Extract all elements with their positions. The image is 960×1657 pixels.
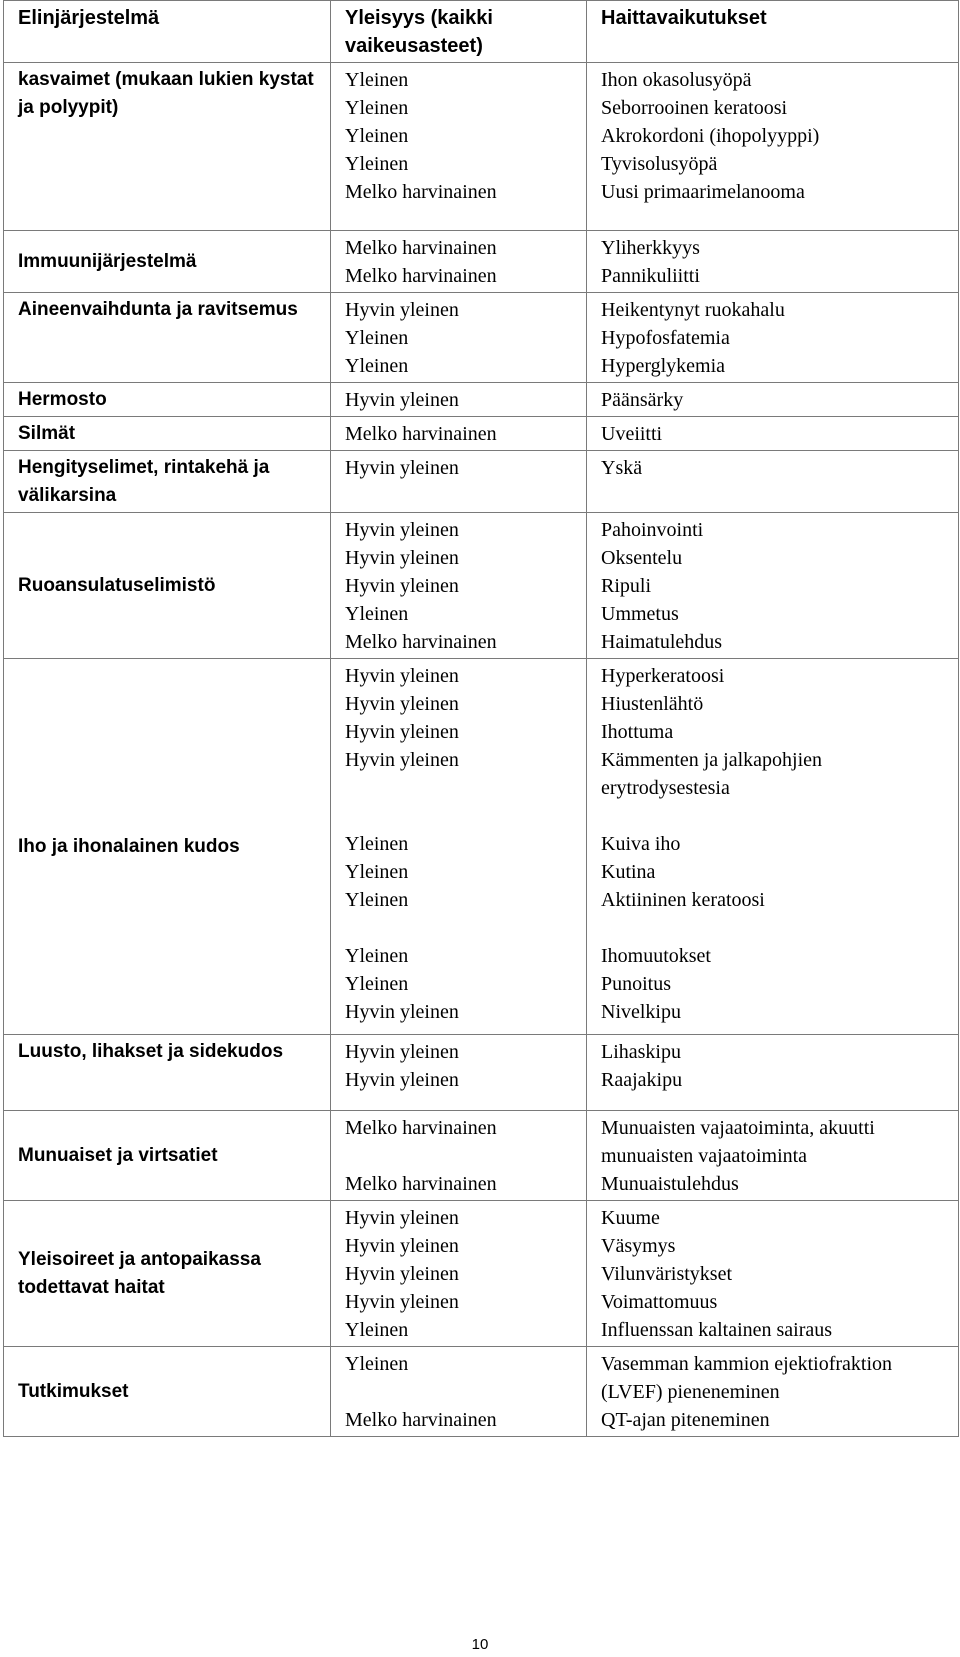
header-organ: Elinjärjestelmä [4,1,331,63]
adverse-effect: Kuiva iho [601,833,681,855]
adverse-effect: Lihaskipu [601,1041,681,1063]
table-row [4,1111,959,1201]
frequency-cell [331,293,587,383]
organ-system-cell: kasvaimet (mukaan lukien kystat ja polyypit) [4,63,331,231]
frequency-value: Hyvin yleinen [345,665,459,687]
adverse-effect: QT-ajan piteneminen [601,1409,770,1431]
organ-system-cell: Iho ja ihonalainen kudos [4,659,331,1035]
frequency-value: Melko harvinainen [345,631,497,653]
frequency-value: Hyvin yleinen [345,1235,459,1257]
adverse-effect: Ihomuutokset [601,945,711,967]
adverse-effect: Uveiitti [601,423,663,445]
header-effects: Haittavaikutukset [587,1,959,63]
organ-system-cell: Aineenvaihdunta ja ravitsemus [4,293,331,383]
table-row [4,383,959,417]
table-row [4,513,959,659]
frequency-value: Yleinen [345,97,409,119]
table-row [4,417,959,451]
table-row [4,451,959,513]
frequency-cell [331,1201,587,1347]
adverse-effect: Päänsärky [601,389,684,411]
table-header-row [4,1,959,63]
organ-system-cell: Hermosto [4,383,331,417]
frequency-value: Yleinen [345,889,409,911]
adverse-effects-table [3,0,959,1437]
effects-cell [587,63,959,231]
adverse-effect: Hiustenlähtö [601,693,704,715]
adverse-effect: Heikentynyt ruokahalu [601,299,785,321]
adverse-effect: Yskä [601,457,643,479]
adverse-effect: Vilunväristykset [601,1263,733,1285]
frequency-value: Hyvin yleinen [345,693,459,715]
frequency-value: Melko harvinainen [345,1117,497,1139]
frequency-value: Hyvin yleinen [345,389,459,411]
frequency-value: Hyvin yleinen [345,1291,459,1313]
frequency-value: Melko harvinainen [345,265,497,287]
adverse-effect: Seborrooinen keratoosi [601,97,788,119]
table-body [4,1,959,1437]
organ-system-cell: Yleisoireet ja antopaikassa todettavat haitat [4,1201,331,1347]
table-row [4,63,959,231]
frequency-cell [331,63,587,231]
frequency-value: Melko harvinainen [345,1409,497,1431]
adverse-effect: Raajakipu [601,1069,683,1091]
adverse-effect: Väsymys [601,1235,676,1257]
adverse-effect: Pahoinvointi [601,519,704,541]
adverse-effect: Oksentelu [601,547,683,569]
frequency-value: Melko harvinainen [345,423,497,445]
frequency-value: Melko harvinainen [345,1173,497,1195]
adverse-effect: Voimattomuus [601,1291,718,1313]
frequency-value: Hyvin yleinen [345,457,459,479]
adverse-effect: Hyperkeratoosi [601,665,725,687]
page-number: 10 [471,1636,489,1653]
organ-system-cell: Luusto, lihakset ja sidekudos [4,1035,331,1111]
adverse-effect: Ripuli [601,575,652,597]
effects-cell [587,1035,959,1111]
header-frequency: Yleisyys (kaikki vaikeusasteet) [331,1,587,63]
organ-system-cell: Tutkimukset [4,1347,331,1437]
frequency-value: Yleinen [345,69,409,91]
adverse-effect: Hyperglykemia [601,355,726,377]
adverse-effect: Punoitus [601,973,672,995]
organ-system-cell: Immuunijärjestelmä [4,231,331,293]
adverse-effect: Tyvisolusyöpä [601,153,718,175]
frequency-value: Yleinen [345,355,409,377]
frequency-cell [331,1111,587,1201]
frequency-value: Hyvin yleinen [345,1001,459,1023]
adverse-effect: Uusi primaarimelanooma [601,181,805,203]
frequency-value: Yleinen [345,1353,409,1375]
table-row [4,1201,959,1347]
adverse-effect: Influenssan kaltainen sairaus [601,1319,833,1341]
frequency-value: Yleinen [345,125,409,147]
adverse-effect: Kuume [601,1207,660,1229]
frequency-cell [331,417,587,451]
adverse-effect: Nivelkipu [601,1001,681,1023]
frequency-value: Yleinen [345,833,409,855]
frequency-value: Melko harvinainen [345,181,497,203]
organ-system-cell: Silmät [4,417,331,451]
frequency-cell [331,383,587,417]
effects-cell [587,1111,959,1201]
organ-system-cell: Munuaiset ja virtsatiet [4,1111,331,1201]
frequency-value: Hyvin yleinen [345,299,459,321]
adverse-effect: Akrokordoni (ihopolyyppi) [601,125,820,147]
frequency-value: Hyvin yleinen [345,1069,459,1091]
frequency-value: Melko harvinainen [345,237,497,259]
table-row [4,231,959,293]
adverse-effect: Aktiininen keratoosi [601,889,765,911]
effects-cell [587,417,959,451]
adverse-effect: Haimatulehdus [601,631,723,653]
adverse-effect: Hypofosfatemia [601,327,730,349]
table-row [4,659,959,1035]
frequency-value: Hyvin yleinen [345,547,459,569]
adverse-effect: Pannikuliitti [601,265,700,287]
adverse-effect: Ihon okasolusyöpä [601,69,752,91]
frequency-value: Hyvin yleinen [345,575,459,597]
frequency-value: Hyvin yleinen [345,721,459,743]
frequency-cell [331,451,587,513]
adverse-effect: Kutina [601,861,656,883]
frequency-value: Yleinen [345,861,409,883]
organ-system-cell: Hengityselimet, rintakehä ja välikarsina [4,451,331,513]
organ-system-cell: Ruoansulatuselimistö [4,513,331,659]
table-row [4,1035,959,1111]
frequency-cell [331,659,587,1035]
frequency-value: Yleinen [345,945,409,967]
effects-cell [587,513,959,659]
frequency-value: Yleinen [345,603,409,625]
adverse-effect: Kämmenten ja jalkapohjien erytrodysestesia [601,749,823,799]
frequency-cell [331,231,587,293]
adverse-effect: Ihottuma [601,721,674,743]
table-row [4,293,959,383]
frequency-value: Hyvin yleinen [345,1263,459,1285]
effects-cell [587,451,959,513]
effects-cell [587,659,959,1035]
frequency-value: Yleinen [345,1319,409,1341]
frequency-cell [331,513,587,659]
frequency-cell [331,1035,587,1111]
effects-cell [587,383,959,417]
frequency-value: Hyvin yleinen [345,749,459,771]
frequency-value: Yleinen [345,973,409,995]
frequency-value: Hyvin yleinen [345,1041,459,1063]
adverse-effect: Munuaisten vajaatoiminta, akuutti munuaisten vajaatoiminta [601,1117,875,1167]
effects-cell [587,1201,959,1347]
table-row [4,1347,959,1437]
frequency-value: Hyvin yleinen [345,519,459,541]
adverse-effect: Munuaistulehdus [601,1173,739,1195]
frequency-cell [331,1347,587,1437]
adverse-effect: Vasemman kammion ejektiofraktion (LVEF) pieneneminen [601,1353,893,1403]
adverse-effect: Ummetus [601,603,679,625]
frequency-value: Yleinen [345,153,409,175]
frequency-value: Yleinen [345,327,409,349]
adverse-effect: Yliherkkyys [601,237,700,259]
frequency-value: Hyvin yleinen [345,1207,459,1229]
effects-cell [587,1347,959,1437]
effects-cell [587,231,959,293]
effects-cell [587,293,959,383]
